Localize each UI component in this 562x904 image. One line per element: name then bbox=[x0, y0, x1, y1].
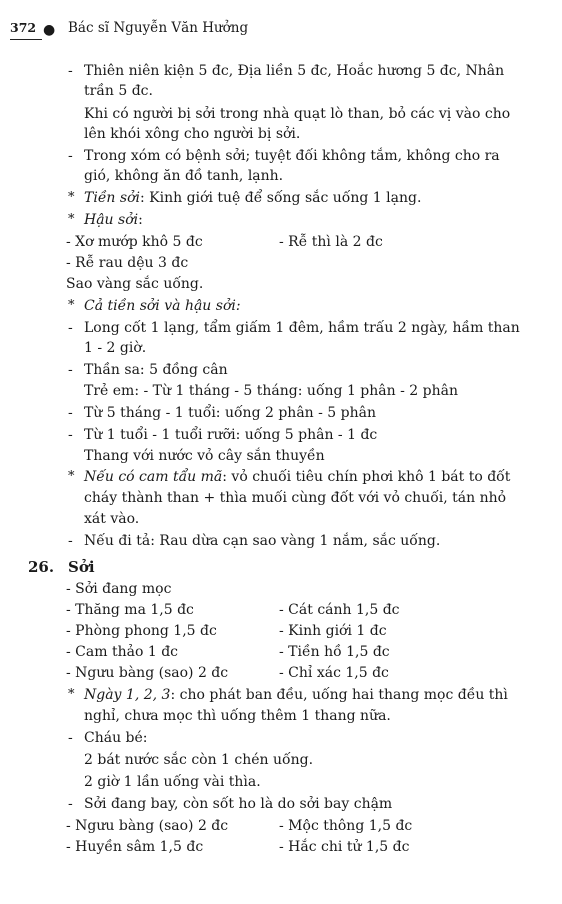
dash-bullet: - bbox=[68, 320, 73, 336]
list-item: - Ngưu bàng (sao) 2 đc bbox=[66, 818, 229, 834]
list-item: - Sởi đang mọc bbox=[66, 581, 172, 597]
text-line: 1 - 2 giờ. bbox=[84, 340, 147, 356]
list-item: - Ngưu bàng (sao) 2 đc bbox=[66, 665, 229, 681]
text-line: Thần sa: 5 đồng cân bbox=[84, 362, 228, 378]
text-line bbox=[84, 469, 510, 485]
text-line: xát vào. bbox=[84, 511, 140, 527]
list-item: - Hắc chi tử 1,5 đc bbox=[279, 839, 410, 855]
asterisk-bullet: * bbox=[68, 190, 75, 205]
text-line: lên khói xông cho người bị sởi. bbox=[84, 126, 301, 142]
text-line: Khi có người bị sởi trong nhà quạt lò than, bỏ các vị vào cho bbox=[84, 106, 511, 122]
dash-bullet: - bbox=[68, 427, 73, 443]
section-number: 26. bbox=[28, 558, 55, 576]
text-line: Thiên niên kiện 5 đc, Địa liền 5 đc, Hoắc hương 5 đc, Nhân bbox=[84, 63, 505, 79]
text-line: Nếu đi tả: Rau dừa cạn sao vàng 1 nắm, sắc uống. bbox=[84, 533, 441, 549]
text-line: Trẻ em: - Từ 1 tháng - 5 tháng: uống 1 phân - 2 phân bbox=[84, 383, 458, 399]
list-item: - Cam thảo 1 đc bbox=[66, 644, 178, 660]
text-span: : vỏ chuối tiêu chín phơi khô 1 bát to đốt bbox=[222, 469, 511, 485]
asterisk-bullet: * bbox=[68, 687, 75, 702]
text-line: 2 giờ 1 lần uống vài thìa. bbox=[84, 774, 261, 790]
dash-bullet: - bbox=[68, 148, 73, 164]
list-item: - Thăng ma 1,5 đc bbox=[66, 602, 194, 618]
dash-bullet: - bbox=[68, 533, 73, 549]
text-span: : bbox=[138, 212, 143, 228]
text-line: gió, không ăn đồ tanh, lạnh. bbox=[84, 168, 284, 184]
asterisk-bullet: * bbox=[68, 298, 75, 313]
text-line: Từ 5 tháng - 1 tuổi: uống 2 phân - 5 phân bbox=[84, 405, 377, 421]
text-line: Long cốt 1 lạng, tẩm giấm 1 đêm, hầm trấu 2 ngày, hầm than bbox=[84, 320, 520, 336]
text-line: Sao vàng sắc uống. bbox=[66, 276, 204, 292]
text-line bbox=[84, 687, 508, 703]
page-header bbox=[10, 20, 552, 42]
text-line bbox=[84, 212, 143, 228]
dash-bullet: - bbox=[68, 796, 73, 812]
text-line: 2 bát nước sắc còn 1 chén uống. bbox=[84, 752, 314, 768]
italic-label: Hậu sởi bbox=[84, 212, 139, 228]
dash-bullet: - bbox=[68, 362, 73, 378]
italic-label: Ngày 1, 2, 3 bbox=[84, 687, 171, 703]
header-rule bbox=[10, 39, 42, 40]
list-item: - Tiền hồ 1,5 đc bbox=[279, 644, 390, 660]
list-item: - Mộc thông 1,5 đc bbox=[279, 818, 413, 834]
text-line: Từ 1 tuổi - 1 tuổi rưỡi: uống 5 phân - 1 đc bbox=[84, 427, 378, 443]
dash-bullet: - bbox=[68, 730, 73, 746]
text-line: Trong xóm có bệnh sởi; tuyệt đối không tắm, không cho ra bbox=[84, 148, 500, 164]
italic-label: Cả tiền sởi và hậu sởi: bbox=[84, 298, 241, 314]
dash-bullet: - bbox=[68, 63, 73, 79]
list-item: - Rễ rau dệu 3 đc bbox=[66, 255, 189, 271]
asterisk-bullet: * bbox=[68, 469, 75, 484]
text-line: cháy thành than + thìa muối cùng đốt với vỏ chuối, tán nhỏ bbox=[84, 490, 507, 506]
italic-label: Nếu có cam tẩu mã bbox=[84, 469, 223, 485]
list-item: - Cát cánh 1,5 đc bbox=[279, 602, 400, 618]
list-item: - Xơ mướp khô 5 đc bbox=[66, 234, 203, 250]
text-line: Cháu bé: bbox=[84, 730, 148, 746]
text-line: Sởi đang bay, còn sốt ho là do sởi bay chậm bbox=[84, 796, 393, 812]
list-item: - Huyền sâm 1,5 đc bbox=[66, 839, 204, 855]
list-item: - Kinh giới 1 đc bbox=[279, 623, 387, 639]
text-line: trần 5 đc. bbox=[84, 83, 153, 99]
text-line bbox=[84, 190, 421, 206]
page-number: 372 bbox=[10, 20, 37, 35]
text-span: : cho phát ban đều, uống hai thang mọc đều thì bbox=[170, 687, 508, 703]
list-item: - Phòng phong 1,5 đc bbox=[66, 623, 217, 639]
header-bullet-icon: ● bbox=[43, 22, 56, 38]
italic-label: Tiền sởi bbox=[84, 190, 140, 206]
asterisk-bullet: * bbox=[68, 212, 75, 227]
text-span: : Kinh giới tuệ để sống sắc uống 1 lạng. bbox=[140, 190, 422, 206]
text-line: nghỉ, chưa mọc thì uống thêm 1 thang nữa. bbox=[84, 708, 391, 724]
list-item: - Rễ thì là 2 đc bbox=[279, 234, 383, 250]
dash-bullet: - bbox=[68, 405, 73, 421]
list-item: - Chỉ xác 1,5 đc bbox=[279, 665, 389, 681]
running-author: Bác sĩ Nguyễn Văn Hưởng bbox=[68, 20, 249, 36]
section-title: Sởi bbox=[68, 558, 95, 576]
text-line: Thang với nước vỏ cây sắn thuyền bbox=[84, 448, 325, 464]
